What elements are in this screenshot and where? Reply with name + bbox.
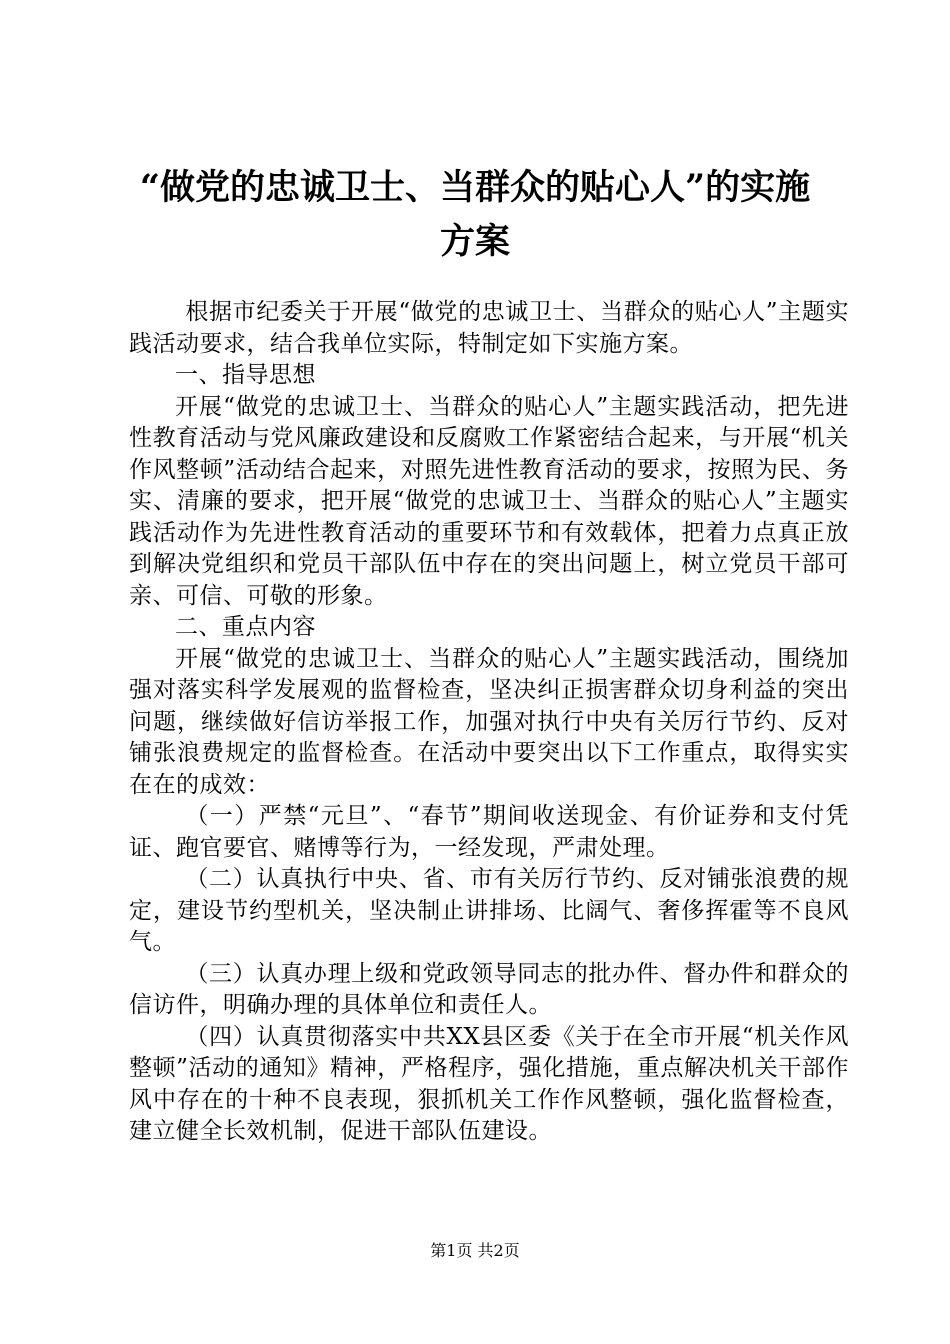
section-heading-key-content: 二、重点内容 bbox=[175, 614, 316, 640]
document-title-line2: 方案 bbox=[439, 221, 510, 262]
intro-paragraph: 根据市纪委关于开展“做党的忠诚卫士、当群众的贴心人”主题实践活动要求，结合我单位实际，特制定如下实施方案。 bbox=[129, 299, 849, 357]
section-heading-guiding-ideology: 一、指导思想 bbox=[175, 362, 316, 388]
document-title-line1: “做党的忠诚卫士、当群众的贴心人”的实施 bbox=[139, 167, 811, 208]
list-item: （一）严禁“元旦”、“春节”期间收送现金、有价证券和支付凭证、跑官要官、赌博等行为，一经发现，严肃处理。 bbox=[129, 803, 849, 861]
list-item: （三）认真办理上级和党政领导同志的批办件、督办件和群众的信访件，明确办理的具体单位和责任人。 bbox=[129, 960, 849, 1018]
section-paragraph-guiding-ideology: 开展“做党的忠诚卫士、当群众的贴心人”主题实践活动，把先进性教育活动与党风廉政建设和反腐败工作紧密结合起来，与开展“机关作风整顿”活动结合起来，对照先进性教育活动的要求，按照为民、务实、清廉的要求，把开展“做党的忠诚卫士、当群众的贴心人”主题实践活动作为先进性教育活动的重要环节和有效载体，把着力点真正放到解决党组织和党员干部队伍中存在的突出问题上，树立党员干部可亲、可信、可敬的形象。 bbox=[129, 393, 849, 609]
list-item: （二）认真执行中央、省、市有关厉行节约、反对铺张浪费的规定，建设节约型机关，坚决制止讲排场、比阔气、奢侈挥霍等不良风气。 bbox=[129, 866, 849, 955]
section-paragraph-key-content: 开展“做党的忠诚卫士、当群众的贴心人”主题实践活动，围绕加强对落实科学发展观的监督检查，坚决纠正损害群众切身利益的突出问题，继续做好信访举报工作，加强对执行中央有关厉行节约、反对铺张浪费规定的监督检查。在活动中要突出以下工作重点，取得实实在在的成效： bbox=[129, 645, 849, 798]
document-body bbox=[129, 297, 849, 1148]
page-number-footer: 第1页 共2页 bbox=[430, 1241, 520, 1260]
list-item: （四）认真贯彻落实中共XX县区委《关于在全市开展“机关作风整顿”活动的通知》精神，严格程序，强化措施，重点解决机关干部作风中存在的十种不良表现，狠抓机关工作作风整顿，强化监督检查，建立健全长效机制，促进干部队伍建设。 bbox=[129, 1023, 849, 1144]
